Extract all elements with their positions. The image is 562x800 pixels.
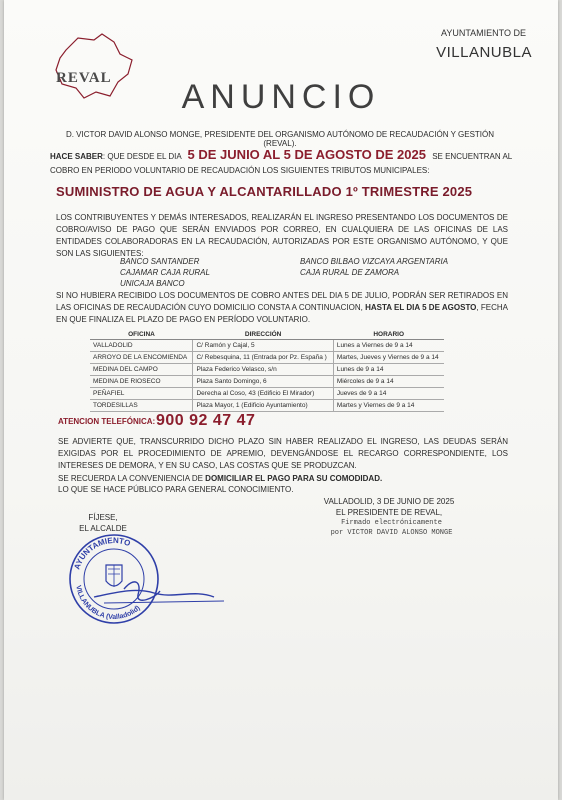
cell-horario: Martes y Viernes de 9 a 14 bbox=[333, 400, 444, 412]
page-title: ANUNCIO bbox=[181, 78, 381, 116]
tributo-heading: SUMINISTRO DE AGUA Y ALCANTARILLADO 1º TRIMESTRE 2025 bbox=[56, 184, 473, 199]
hace-saber-post: SE ENCUENTRAN AL bbox=[432, 152, 513, 161]
svg-text:VILLANUBLA (Valladolid): VILLANUBLA (Valladolid) bbox=[74, 584, 142, 622]
cell-direccion: Plaza Mayor, 1 (Edificio Ayuntamiento) bbox=[193, 400, 333, 412]
offices-table bbox=[90, 330, 444, 412]
cell-horario: Lunes a Viernes de 9 a 14 bbox=[333, 340, 444, 352]
electronic-signature-line1: Firmado electrónicamente bbox=[341, 519, 442, 527]
cell-direccion: C/ Ramón y Cajal, 5 bbox=[193, 340, 333, 352]
sino-pre: SI NO HUBIERA RECIBIDO LOS DOCUMENTOS DE COBRO ANTES DEL DIA 5 DE JULIO, PODRÁN SER RETIRADOS EN LAS OFICINAS DE RECAUDACIÓN CUYO DOMICILIO CONSTA A CONTINUACION, bbox=[56, 291, 508, 312]
period-dates: 5 DE JUNIO AL 5 DE AGOSTO DE 2025 bbox=[187, 147, 426, 162]
cell-horario: Lunes de 9 a 14 bbox=[333, 364, 444, 376]
col-header-oficina: OFICINA bbox=[90, 330, 193, 340]
hace-saber-pre: : QUE DESDE EL DIA bbox=[102, 152, 182, 161]
bank-item: BANCO SANTANDER bbox=[120, 257, 200, 266]
hace-saber-paragraph bbox=[50, 148, 520, 178]
bank-item: CAJA RURAL DE ZAMORA bbox=[300, 268, 400, 277]
cell-oficina: MEDINA DE RIOSECO bbox=[90, 376, 193, 388]
cell-oficina: PEÑAFIEL bbox=[90, 388, 193, 400]
contribuyentes-paragraph: LOS CONTRIBUYENTES Y DEMÁS INTERESADOS, REALIZARÁN EL INGRESO PRESENTANDO LOS DOCUMENTOS DE COBRO/AVISO DE PAGO QUE SERÁN ENVIADOS POR CORREO, EN CUALQUIERA DE LAS OFICINAS DE LAS ENTIDADES COLABORADORAS EN LA RECAUDACIÓN, AUTORIZADAS POR ESTE ORGANISMO AUTÓNOMO, Y QUE SON LAS SIGUIENTES: bbox=[56, 213, 508, 258]
notice-sheet bbox=[4, 0, 558, 800]
hace-saber-line2: COBRO EN PERIODO VOLUNTARIO DE RECAUDACIÓN LOS SIGUIENTES TRIBUTOS MUNICIPALES: bbox=[50, 166, 430, 175]
bank-list bbox=[120, 256, 510, 289]
table-row bbox=[90, 376, 444, 388]
cell-horario: Miércoles de 9 a 14 bbox=[333, 376, 444, 388]
col-header-horario: HORARIO bbox=[333, 330, 444, 340]
bank-column-left bbox=[120, 256, 300, 289]
phone-label: ATENCION TELEFÓNICA: bbox=[58, 417, 156, 426]
warning-paragraph: SE ADVIERTE QUE, TRANSCURRIDO DICHO PLAZO SIN HABER REALIZADO EL INGRESO, LAS DEUDAS SERÁN EXIGIDAS POR EL PROCEDIMIENTO DE APREMIO, DEVENGÁNDOSE EL RECARGO CORRESPONDIENTE, LOS INTERESES DE DEMORA, Y EN SU CASO, LAS COSTAS QUE SE PRODUZCAN. bbox=[58, 437, 508, 470]
phone-number: 900 92 47 47 bbox=[156, 412, 256, 429]
table-row bbox=[90, 388, 444, 400]
intro-text: D. VICTOR DAVID ALONSO MONGE, PRESIDENTE DEL ORGANISMO AUTÓNOMO DE RECAUDACIÓN Y GESTIÓN (REVAL). bbox=[65, 130, 495, 148]
ayuntamiento-label: AYUNTAMIENTO DE bbox=[440, 28, 526, 38]
bank-item: BANCO BILBAO VIZCAYA ARGENTARIA bbox=[300, 257, 449, 266]
signature-block bbox=[304, 496, 474, 518]
signer-role: EL PRESIDENTE DE REVAL, bbox=[335, 508, 443, 517]
reminder-pre: SE RECUERDA LA CONVENIENCIA DE bbox=[58, 474, 203, 483]
official-stamp bbox=[64, 527, 234, 627]
cell-horario: Martes, Jueves y Viernes de 9 a 14 bbox=[333, 352, 444, 364]
cell-direccion: C/ Rebesquina, 11 (Entrada por Pz. España ) bbox=[193, 352, 333, 364]
table-row bbox=[90, 400, 444, 412]
cell-oficina: MEDINA DEL CAMPO bbox=[90, 364, 193, 376]
cell-direccion: Plaza Santo Domingo, 6 bbox=[193, 376, 333, 388]
reminder-bold: DOMICILIAR EL PAGO PARA SU COMODIDAD. bbox=[205, 474, 383, 483]
reminder-line2: LO QUE SE HACE PÚBLICO PARA GENERAL CONOCIMIENTO. bbox=[58, 485, 294, 494]
cell-direccion: Plaza Federico Velasco, s/n bbox=[193, 364, 333, 376]
place-date: VALLADOLID, 3 DE JUNIO DE 2025 bbox=[323, 497, 455, 506]
table-header-row bbox=[90, 330, 444, 340]
table-row bbox=[90, 352, 444, 364]
bank-item: UNICAJA BANCO bbox=[120, 279, 185, 288]
sino-deadline: HASTA EL DIA 5 DE AGOSTO bbox=[365, 303, 477, 312]
cell-oficina: VALLADOLID bbox=[90, 340, 193, 352]
cell-oficina: TORDESILLAS bbox=[90, 400, 193, 412]
cell-oficina: ARROYO DE LA ENCOMIENDA bbox=[90, 352, 193, 364]
sino-post: , FECHA EN QUE FINALIZA EL PLAZO DE PAGO EN PERÍODO VOLUNTARIO. bbox=[56, 303, 508, 324]
reminder-paragraph bbox=[58, 473, 508, 495]
cell-horario: Jueves de 9 a 14 bbox=[333, 388, 444, 400]
cell-direccion: Derecha al Coso, 43 (Edificio El Mirador) bbox=[193, 388, 333, 400]
bank-column-right bbox=[300, 256, 480, 278]
electronic-signature bbox=[304, 518, 479, 538]
fijese-label: FÍJESE, bbox=[88, 513, 118, 522]
logo-text: REVAL bbox=[56, 70, 112, 86]
collection-offices-paragraph bbox=[56, 290, 508, 326]
table-row bbox=[90, 364, 444, 376]
table-row bbox=[90, 340, 444, 352]
hace-saber-label: HACE SABER bbox=[50, 152, 103, 161]
ayuntamiento-name: VILLANUBLA bbox=[436, 44, 532, 61]
svg-text:AYUNTAMIENTO: AYUNTAMIENTO bbox=[72, 535, 132, 571]
col-header-direccion: DIRECCIÓN bbox=[193, 330, 333, 340]
alcalde-label: EL ALCALDE bbox=[79, 524, 127, 533]
electronic-signature-line2: por VICTOR DAVID ALONSO MONGE bbox=[330, 529, 453, 537]
bank-item: CAJAMAR CAJA RURAL bbox=[120, 268, 210, 277]
